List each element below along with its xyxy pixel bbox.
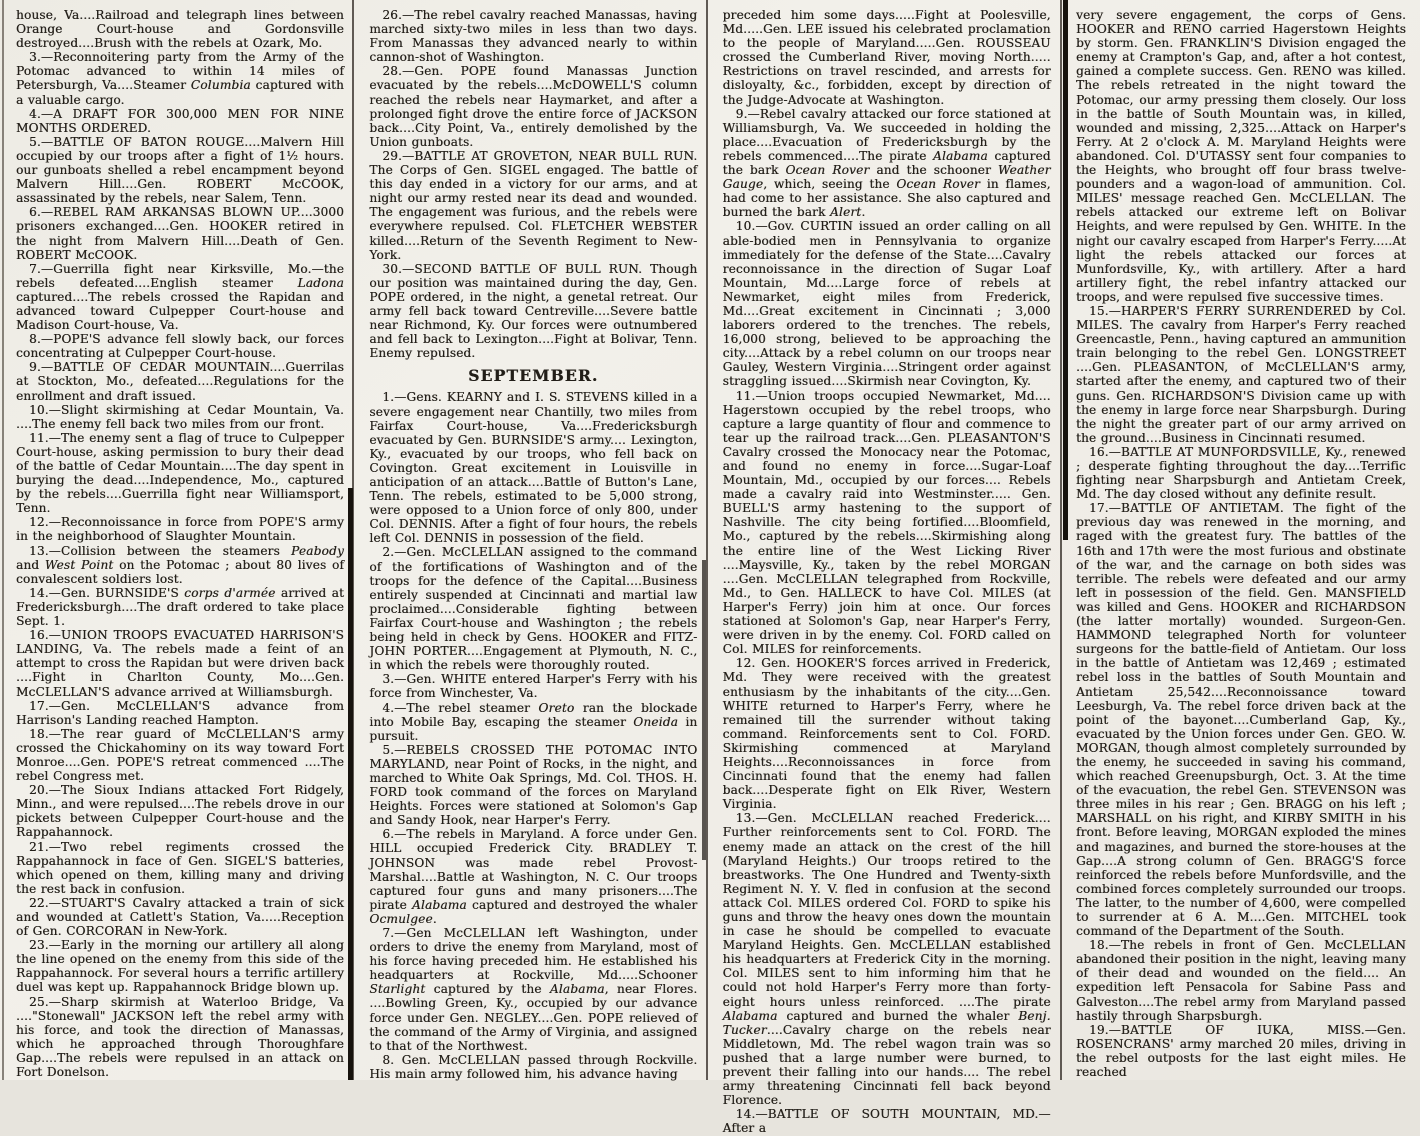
column-rule-3 xyxy=(1060,0,1062,1080)
chronology-entry: 29.—BATTLE AT GROVETON, NEAR BULL RUN. The Corps of Gen. SIGEL engaged. The battle of this day ended in a victory for our arms, and at night our army rested near its dead and wounded. The engagement was furious, and the rebels were everywhere repulsed. Col. FLETCHER WEBSTER killed....Return of the Seventh Regiment to New-York. xyxy=(369,148,698,262)
chronology-entry: 8. Gen. McCLELLAN passed through Rockville. His main army followed him, his advance having xyxy=(369,1052,698,1081)
chronology-entry: 13.—Gen. McCLELLAN reached Frederick.... Further reinforcements sent to Col. FORD. The enemy made an attack on the crest of the hill (Maryland Heights.) Our troops retired to the breastworks. The One Hundred and Twenty-sixth Regiment N. Y. V. fled in confusion at the second attack Col. MILES ordered Col. FORD to spike his guns and throw the heavy ones down the mountain in case he should be compelled to evacuate Maryland Heights. Gen. McCLELLAN established his headquarters at Frederick City in the morning. Col. MILES sent to him informing him that he could not hold Harper's Ferry more than forty-eight hours unless reinforced. ....The pirate Alabama captured and burned the whaler Benj. Tucker....Cavalry charge on the rebels near Middletown, Md. The rebel wagon train was so pushed that a large number were burned, to prevent their falling into our hands.... The rebel army threatening Cincinnati fell back beyond Florence. xyxy=(722,811,1051,1108)
chronology-entry: 20.—The Sioux Indians attacked Fort Ridgely, Minn., and were repulsed....The rebels drove in our pickets between Culpepper Court-house and the Rappahannock. xyxy=(16,783,344,840)
chronology-entry: 13.—Collision between the steamers Peabody and West Point on the Potomac ; about 80 lives of convalescent soldiers lost. xyxy=(16,543,344,586)
chronology-entry: 16.—UNION TROOPS EVACUATED HARRISON'S LANDING, Va. The rebels made a feint of an attempt to cross the Rapidan but were driven back ....Fight in Charlton County, Mo....Gen. McCLELLAN'S advance arrived at Williamsburgh. xyxy=(16,628,344,699)
chronology-entry: 5.—BATTLE OF BATON ROUGE....Malvern Hill occupied by our troops after a fight of 1½ hours. our gunboats shelled a rebel encampment beyond Malvern Hill....Gen. ROBERT McCOOK, assassinated by the rebels, near Salem, Tenn. xyxy=(16,134,344,206)
chronology-entry: 26.—The rebel cavalry reached Manassas, having marched sixty-two miles in less than two days. From Manassas they advanced nearly to within cannon-shot of Washington. xyxy=(369,8,698,65)
chronology-entry: 12. Gen. HOOKER'S forces arrived in Frederick, Md. They were received with the greatest enthusiasm by the inhabitants of the city....Gen. WHITE returned to Harper's Ferry, where he remained till the surrender without taking command. Reinforcements sent to Col. FORD. Skirmishing commenced at Maryland Heights....Reconnoissances in force from Cincinnati found that the enemy had fallen back....Desperate fight on Elk River, Western Virginia. xyxy=(722,656,1051,812)
chronology-entry: 16.—BATTLE AT MUNFORDSVILLE, Ky., renewed ; desperate fighting throughout the day....Terrific fighting near Sharpsburgh and Antietam Creek, Md. The day closed without any definite result. xyxy=(1075,444,1406,502)
newspaper-column-4 xyxy=(1075,8,1406,1080)
chronology-entry: 18.—The rebels in front of Gen. McCLELLAN abandoned their position in the night, leaving many of their dead and wounded on the field.... An expedition left Pensacola for Sabine Pass and Galveston....The rebel army from Maryland passed hastily through Sharpsburgh. xyxy=(1075,938,1406,1023)
chronology-entry: 3.—Reconnoitering party from the Army of the Potomac advanced to within 14 miles of Petersburgh, Va....Steamer Columbia captured with a valuable cargo. xyxy=(16,50,344,107)
chronology-entry: 18.—The rear guard of McCLELLAN'S army crossed the Chickahominy on its way toward Fort Monroe....Gen. POPE'S retreat commenced ....The rebel Congress met. xyxy=(16,726,344,784)
chronology-entry: 22.—STUART'S Cavalry attacked a train of sick and wounded at Catlett's Station, Va.....Reception of Gen. CORCORAN in New-York. xyxy=(16,895,344,939)
heavy-rule-right xyxy=(1063,0,1068,540)
chronology-entry: very severe engagement, the corps of Gens. HOOKER and RENO carried Hagerstown Heights by storm. Gen. FRANKLIN'S Division engaged the enemy at Crampton's Gap, and, after a hot contest, gained a complete success. Gen. RENO was killed. The rebels retreated in the night toward the Potomac, our army pressing them closely. Our loss in the battle of South Mountain was, in killed, wounded and missing, 2,325....Attack on Harper's Ferry. At 2 o'clock A. M. Maryland Heights were abandoned. Col. D'UTASSY sent four companies to the Heights, who brought off four brass twelve-pounders and a wagon-load of ammunition. Col. MILES' message reached Gen. McCLELLAN. The rebels attacked our extreme left on Bolivar Heights, and were repulsed by Gen. WHITE. In the night our cavalry escaped from Harper's Ferry.....At light the rebels attacked our forces at Munfordsville, Ky., with artillery. After a hard artillery fight, the rebel infantry attacked our troops, and were repulsed five successive times. xyxy=(1075,8,1406,304)
chronology-entry: 10.—Gov. CURTIN issued an order calling on all able-bodied men in Pennsylvania to organize immediately for the defense of the State....Cavalry reconnoissance in the direction of Sugar Loaf Mountain, Md....Large force of rebels at Newmarket, eight miles from Frederick, Md....Great excitement in Cincinnati ; 3,000 laborers ordered to the trenches. The rebels, 16,000 strong, believed to be approaching the city....Attack by a rebel column on our troops near Gauley, Western Virginia....Stringent order against straggling issued....Skirmish near Covington, Ky. xyxy=(722,219,1051,389)
chronology-entry: 14.—BATTLE OF SOUTH MOUNTAIN, MD.—After a xyxy=(722,1107,1051,1136)
chronology-entry: 21.—Two rebel regiments crossed the Rappahannock in face of Gen. SIGEL'S batteries, which opened on them, killing many and driving the rest back in confusion. xyxy=(16,839,344,896)
column-rule-2 xyxy=(706,0,708,1080)
newspaper-column-1 xyxy=(16,8,345,1080)
chronology-entry: 3.—Gen. WHITE entered Harper's Ferry with his force from Winchester, Va. xyxy=(369,672,698,701)
newspaper-column-3 xyxy=(722,8,1051,1136)
chronology-entry: 6.—REBEL RAM ARKANSAS BLOWN UP....3000 prisoners exchanged....Gen. HOOKER retired in the night from Malvern Hill....Death of Gen. ROBERT McCOOK. xyxy=(16,205,344,262)
chronology-entry: 19.—BATTLE OF IUKA, MISS.—Gen. ROSENCRANS' army marched 20 miles, driving in the rebel outposts for the last eight miles. He reached xyxy=(1075,1022,1406,1080)
chronology-entry: 9.—BATTLE OF CEDAR MOUNTAIN....Guerrilas at Stockton, Mo., defeated....Regulations for the enrollment and draft issued. xyxy=(16,360,344,403)
chronology-entry: 6.—The rebels in Maryland. A force under Gen. HILL occupied Frederick City. BRADLEY T. JOHNSON was made rebel Provost-Marshal....Battle at Washington, N. C. Our troops captured four guns and many prisoners....The pirate Alabama captured and destroyed the whaler Ocmulgee. xyxy=(369,827,698,926)
left-edge-rule xyxy=(2,0,4,1080)
chronology-entry: 11.—The enemy sent a flag of truce to Culpepper Court-house, asking permission to bury their dead of the battle of Cedar Mountain....The day spent in burying the dead....Independence, Mo., captured by the rebels....Guerrilla fight near Williamsport, Tenn. xyxy=(16,430,344,516)
chronology-entry: 10.—Slight skirmishing at Cedar Mountain, Va. ....The enemy fell back two miles from our front. xyxy=(16,402,344,431)
chronology-entry: 8.—POPE'S advance fell slowly back, our forces concentrating at Culpepper Court-house. xyxy=(16,332,344,361)
chronology-entry: 7.—Guerrilla fight near Kirksville, Mo.—the rebels defeated....English steamer Ladona captured....The rebels crossed the Rapidan and advanced toward Culpepper Court-house and Madison Court-house, Va. xyxy=(16,261,344,333)
chronology-entry: 2.—Gen. McCLELLAN assigned to the command of the fortifications of Washington and of the troops for the defence of the Capital....Business entirely suspended at Cincinnati and martial law proclaimed....Considerable fighting between Fairfax Court-house and Washington ; the rebels being held in check by Gens. HOOKER and FITZ-JOHN PORTER....Engagement at Plymouth, N. C., in which the rebels were thoroughly routed. xyxy=(369,545,698,673)
heavy-rule-left xyxy=(348,488,353,1080)
chronology-entry: 28.—Gen. POPE found Manassas Junction evacuated by the rebels....McDOWELL'S column reached the rebels near Haymarket, and after a prolonged fight drove the entire force of JACKSON back....City Point, Va., entirely demolished by the Union gunboats. xyxy=(369,64,698,149)
month-heading: SEPTEMBER. xyxy=(468,366,599,386)
chronology-entry: 30.—SECOND BATTLE OF BULL RUN. Though our position was maintained during the day, Gen. POPE ordered, in the night, a genetal retreat. Our army fell back toward Centreville....Severe battle near Richmond, Ky. Our forces were outnumbered and fell back to Lexington....Fight at Bolivar, Tenn. Enemy repulsed. xyxy=(369,261,698,361)
chronology-entry: 25.—Sharp skirmish at Waterloo Bridge, Va ...."Stonewall" JACKSON left the rebel army with his force, and took the direction of Manassas, which he approached through Thoroughfare Gap....The rebels were repulsed in an attack on Fort Donelson. xyxy=(16,994,344,1080)
heavy-rule-center xyxy=(702,560,706,860)
chronology-entry: 12.—Reconnoissance in force from POPE'S army in the neighborhood of Slaughter Mountain. xyxy=(16,515,344,544)
chronology-entry: 14.—Gen. BURNSIDE'S corps d'armée arrived at Fredericksburgh....The draft ordered to take place Sept. 1. xyxy=(16,585,345,629)
chronology-entry: 5.—REBELS CROSSED THE POTOMAC INTO MARYLAND, near Point of Rocks, in the night, and marched to White Oak Springs, Md. Col. THOS. H. FORD took command of the forces on Maryland Heights. Forces were stationed at Solomon's Gap and Sandy Hook, near Harper's Ferry. xyxy=(369,742,698,828)
chronology-entry: 4.—A DRAFT FOR 300,000 MEN FOR NINE MONTHS ORDERED. xyxy=(16,106,344,135)
chronology-entry: 4.—The rebel steamer Oreto ran the blockade into Mobile Bay, escaping the steamer Oneida in pursuit. xyxy=(369,700,698,743)
newspaper-column-2 xyxy=(369,8,698,1081)
chronology-entry: house, Va....Railroad and telegraph lines between Orange Court-house and Gordonsville destroyed....Brush with the rebels at Ozark, Mo. xyxy=(16,8,344,51)
chronology-entry: 9.—Rebel cavalry attacked our force stationed at Williamsburgh, Va. We succeeded in holding the place....Evacuation of Fredericksburgh by the rebels commenced....The pirate Alabama captured the bark Ocean Rover and the schooner Weather Gauge, which, seeing the Ocean Rover in flames, had come to her assistance. She also captured and burned the bark Alert. xyxy=(722,106,1051,220)
chronology-entry: preceded him some days.....Fight at Poolesville, Md.....Gen. LEE issued his celebrated proclamation to the people of Maryland.....Gen. ROUSSEAU crossed the Cumberland River, moving North..... Restrictions on travel rescinded, and arrests for disloyalty, &c., forbidden, except by direction of the Judge-Advocate at Washington. xyxy=(722,8,1051,107)
chronology-entry: 17.—Gen. McCLELLAN'S advance from Harrison's Landing reached Hampton. xyxy=(16,698,344,727)
chronology-entry: 17.—BATTLE OF ANTIETAM. The fight of the previous day was renewed in the morning, and raged with the greatest fury. The battles of the 16th and 17th were the most furious and obstinate of the war, and the carnage on both sides was terrible. The rebels were defeated and our army left in possession of the field. Gen. MANSFIELD was killed and Gens. HOOKER and RICHARDSON (the latter mortally) wounded. Surgeon-Gen. HAMMOND telegraphed North for volunteer surgeons for the battle-field of Antietam. Our loss in the battle of Antietam was 12,469 ; estimated rebel loss in the battles of South Mountain and Antietam 25,542....Reconnoissance toward Leesburgh, Va. The rebel force driven back at the point of the bayonet....Cumberland Gap, Ky., evacuated by the Union forces under Gen. GEO. W. MORGAN, though almost completely surrounded by the enemy, he succeeded in saving his command, which reached Greenupsburgh, Oct. 3. At the time of the evacuation, the rebel Gen. STEVENSON was three miles in his rear ; Gen. BRAGG on his left ; MARSHALL on his right, and KIRBY SMITH in his front. Before leaving, MORGAN exploded the mines and magazines, and burned the store-houses at the Gap....A strong column of Gen. BRAGG'S force reinforced the rebels before Munfordsville, and the combined forces completely surrounded our troops. The latter, to the number of 4,600, were compelled to surrender at 6 A. M....Gen. MITCHEL took command of the Department of the South. xyxy=(1075,501,1406,939)
chronology-entry: 1.—Gens. KEARNY and I. S. STEVENS killed in a severe engagement near Chantilly, two miles from Fairfax Court-house, Va....Fredericksburgh evacuated by Gen. BURNSIDE'S army.... Lexington, Ky., evacuated by our troops, who fell back on Covington. Great excitement in Louisville in anticipation of an attack....Battle of Button's Lane, Tenn. The rebels, estimated to be 5,000 strong, were opposed to a Union force of only 800, under Col. DENNIS. After a fight of four hours, the rebels left Col. DENNIS in possession of the field. xyxy=(369,390,698,546)
chronology-entry: 7.—Gen McCLELLAN left Washington, under orders to drive the enemy from Maryland, most of his force having preceded him. He established his headquarters at Rockville, Md.....Schooner Starlight captured by the Alabama, near Flores. ....Bowling Green, Ky., occupied by our advance force under Gen. NEGLEY....Gen. POPE relieved of the command of the Army of Virginia, and assigned to that of the Northwest. xyxy=(369,926,698,1053)
chronology-entry: 15.—HARPER'S FERRY SURRENDERED by Col. MILES. The cavalry from Harper's Ferry reached Greencastle, Penn., having captured an ammunition train belonging to the rebel Gen. LONGSTREET ....Gen. PLEASANTON, of McCLELLAN'S army, started after the enemy, and captured two of their guns. Gen. RICHARDSON'S Division came up with the enemy in large force near Sharpsburgh. During the night the greater part of our army arrived on the ground....Business in Cincinnati resumed. xyxy=(1075,303,1406,445)
chronology-entry: 11.—Union troops occupied Newmarket, Md.... Hagerstown occupied by the rebel troops, who capture a large quantity of flour and commence to tear up the railroad track....Gen. PLEASANTON'S Cavalry crossed the Monocacy near the Potomac, and found no enemy in force....Sugar-Loaf Mountain, Md., occupied by our forces.... Rebels made a cavalry raid into Westminster..... Gen. BUELL'S army hastening to the support of Nashville. The city being fortified....Bloomfield, Mo., captured by the rebels....Skirmishing along the entire line of the West Licking River ....Maysville, Ky., taken by the rebel MORGAN ....Gen. McCLELLAN telegraphed from Rockville, Md., to Gen. HALLECK to have Col. MILES (at Harper's Ferry) join him at once. Our forces stationed at Solomon's Gap, near Harper's Ferry, were driven in by the enemy. Col. FORD called on Col. MILES for reinforcements. xyxy=(722,388,1051,657)
chronology-entry: 23.—Early in the morning our artillery all along the line opened on the enemy from this side of the Rappahannock. For several hours a terrific artillery duel was kept up. Rappahannock Bridge blown up. xyxy=(16,938,344,995)
